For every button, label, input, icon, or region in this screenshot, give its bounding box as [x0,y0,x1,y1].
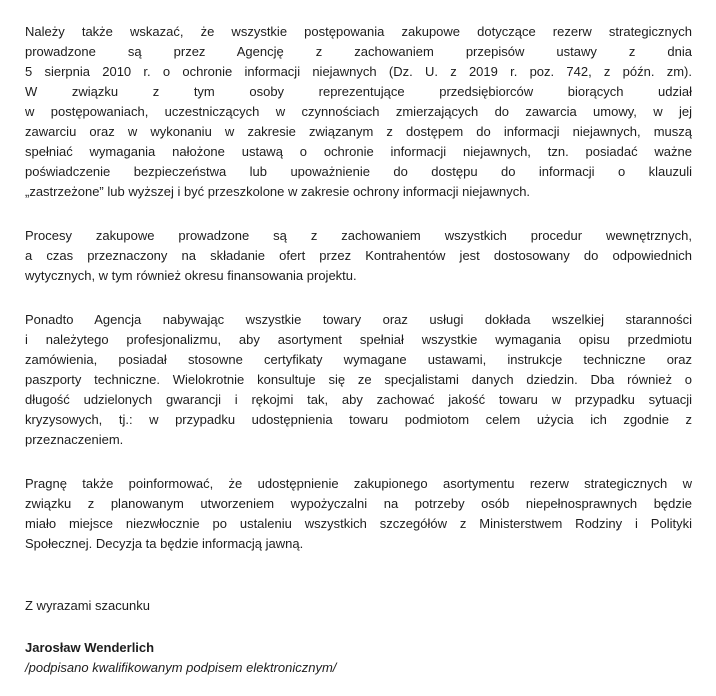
text-line: paszporty techniczne. Wielokrotnie konsultuje się ze specjalistami danych dziedzin. Dba również o [25,372,692,387]
text-line: Procesy zakupowe prowadzone są z zachowaniem wszystkich procedur wewnętrznych, [25,228,692,243]
text-line: Społecznej. Decyzja ta będzie informacją jawną. [25,536,304,551]
text-line: Pragnę także poinformować, że udostępnienie zakupionego asortymentu rezerw strategicznych w [25,476,692,491]
text-line: poświadczenie bezpieczeństwa lub upoważnienie do dostępu do informacji o klauzuli [25,164,692,179]
text-line: długość udzielonych gwarancji i rękojmi tak, aby zachować jakość towaru w przypadku sytuacji [25,392,692,407]
letter-body [25,22,692,554]
text-line: zawarciu oraz w wykonaniu w zakresie związanym z dostępem do informacji niejawnych, muszą [25,124,692,139]
text-line: spełniać wymagania nałożone ustawą o ochronie informacji niejawnych, tzn. posiadać ważne [25,144,692,159]
signature-note: /podpisano kwalifikowanym podpisem elektronicznym/ [25,660,337,675]
text-line: a czas przeznaczony na składanie ofert przez Kontrahentów jest dostosowany do odpowiednich [25,248,692,263]
paragraph [25,226,692,286]
paragraph [25,474,692,554]
paragraph [25,310,692,450]
text-line: zamówienia, posiadał stosowne certyfikaty wymagane ustawami, instrukcje techniczne oraz [25,352,692,367]
signature-name: Jarosław Wenderlich [25,640,155,655]
text-line: Należy także wskazać, że wszystkie postępowania zakupowe dotyczące rezerw strategicznych [25,24,692,39]
text-line: i należytego profesjonalizmu, aby asortyment spełniał wszystkie wymagania opisu przedmiotu [25,332,692,347]
text-line: „zastrzeżone” lub wyższej i być przeszkolone w zakresie ochrony informacji niejawnych. [25,184,531,199]
text-line: miało miejsce niezwłocznie po ustaleniu wszystkich szczegółów z Ministerstwem Rodziny i Polityki [25,516,692,531]
paragraph [25,22,692,202]
text-line: przeznaczeniem. [25,432,124,447]
text-line: 5 sierpnia 2010 r. o ochronie informacji niejawnych (Dz. U. z 2019 r. poz. 742, z późn. zm). [25,64,692,79]
text-line: w postępowaniach, uczestniczących w czynnościach zmierzających do zawarcia umowy, w jej [25,104,692,119]
text-line: W związku z tym osoby reprezentujące przedsiębiorców biorących udział [25,84,692,99]
text-line: związku z planowanym utworzeniem wypożyczalni na potrzeby osób niepełnosprawnych będzie [25,496,692,511]
text-line: prowadzone są przez Agencję z zachowaniem przepisów ustawy z dnia [25,44,692,59]
text-line: Ponadto Agencja nabywając wszystkie towary oraz usługi dokłada wszelkiej staranności [25,312,692,327]
text-line: wytycznych, w tym również okresu finansowania projektu. [25,268,357,283]
text-line: kryzysowych, tj.: w przypadku udostępnienia towaru podmiotom celem użycia ich zgodnie z [25,412,692,427]
closing-salutation: Z wyrazami szacunku [25,598,150,613]
